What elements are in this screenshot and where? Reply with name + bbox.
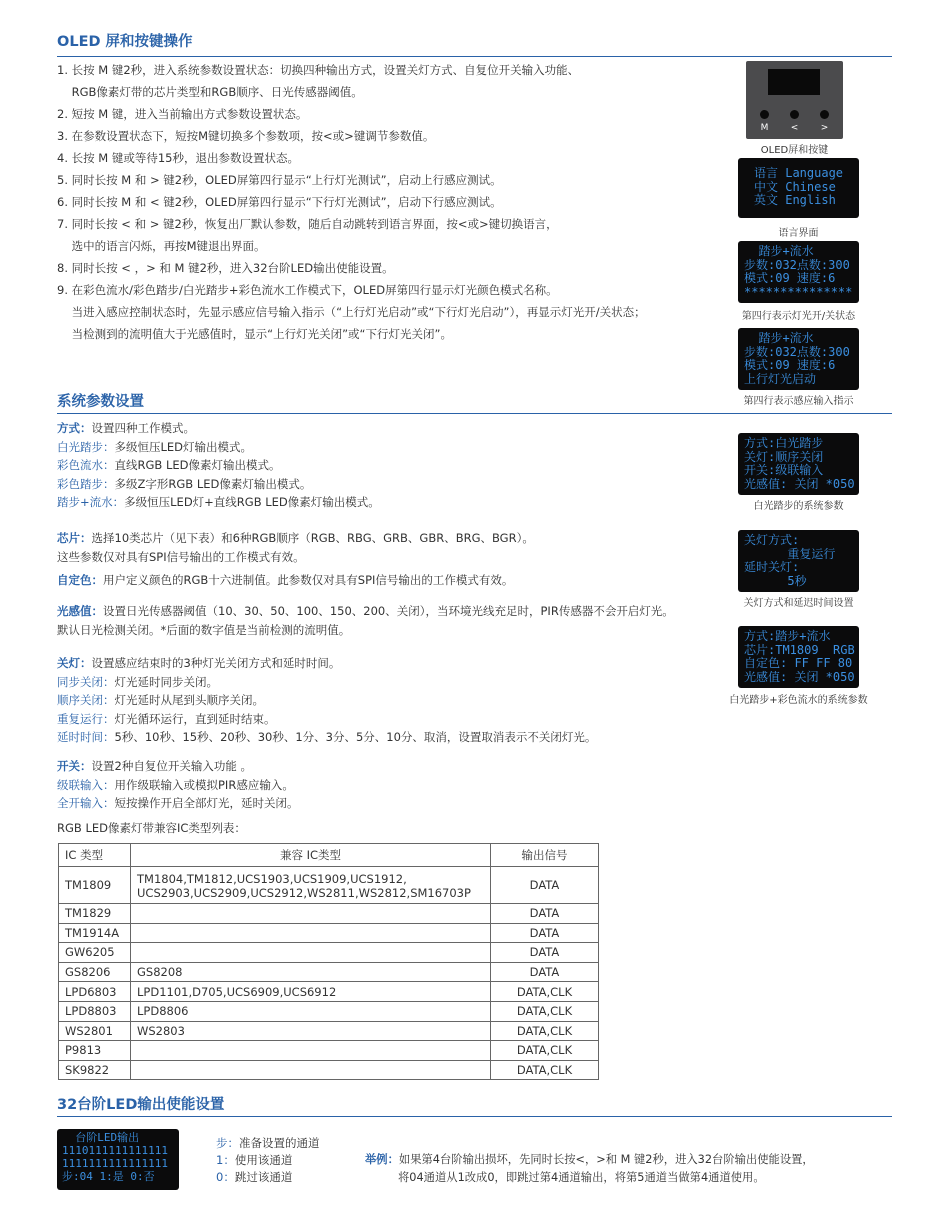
oled-device-image bbox=[746, 61, 843, 139]
mode-item-value: 多级恒压LED灯+直线RGB LED像素灯输出模式。 bbox=[124, 495, 380, 509]
legend-value: 跳过该通道 bbox=[234, 1170, 293, 1184]
switch-key: 开关： bbox=[57, 759, 92, 773]
panel-line: 光感值: 关闭 *050 bbox=[744, 669, 855, 684]
panel-line: 踏步+流水 bbox=[744, 244, 814, 258]
table-cell: DATA,CLK bbox=[491, 1060, 599, 1080]
list-item: RGB像素灯带的芯片类型和RGB顺序、日光传感器阈值。 bbox=[57, 85, 363, 99]
table-cell: LPD8806 bbox=[131, 1001, 491, 1021]
panel-line: 台阶LED输出 bbox=[62, 1131, 140, 1144]
mode-item-key: 彩色流水： bbox=[57, 458, 115, 472]
legend-key: 步： bbox=[216, 1136, 239, 1150]
key-label-right: > bbox=[820, 123, 829, 133]
mode-item-value: 直线RGB LED像素灯输出模式。 bbox=[114, 458, 281, 472]
panel-line: 模式:09 速度:6 bbox=[744, 358, 836, 372]
ic-compat-table bbox=[58, 843, 599, 1080]
panel-line: 方式:踏步+流水 bbox=[744, 629, 831, 643]
mode-item-value: 多级Z字形RGB LED像素灯输出模式。 bbox=[114, 476, 312, 491]
light-note: 默认日光检测关闭。*后面的数字值是当前检测的流明值。 bbox=[57, 622, 351, 637]
panel-caption: 第四行表示灯光开/关状态 bbox=[741, 311, 856, 322]
off-item-key: 顺序关闭： bbox=[57, 693, 115, 707]
switch-item-key: 级联输入： bbox=[57, 777, 115, 792]
off-item-key: 延时时间： bbox=[57, 730, 115, 744]
example-key: 举例： bbox=[365, 1153, 399, 1166]
off-mode-block bbox=[57, 654, 596, 747]
table-cell: GW6205 bbox=[59, 943, 131, 963]
table-cell bbox=[131, 923, 491, 943]
cell-line: TM1804,TM1812,UCS1903,UCS1909,UCS1912, bbox=[137, 871, 407, 886]
panel-line: 上行灯光启动 bbox=[744, 371, 817, 386]
example-line: 将04通道从1改成0，即跳过第4通道输出，将第5通道当做第4通道使用。 bbox=[398, 1171, 765, 1184]
switch-value: 设置2种自复位开关输入功能 。 bbox=[91, 759, 252, 773]
panel-caption: 语言界面 bbox=[778, 228, 819, 239]
list-item: 4. 长按 M 键或等待15秒，退出参数设置状态。 bbox=[57, 151, 299, 165]
table-cell: DATA bbox=[491, 943, 599, 963]
switch-item-value: 短按操作开启全部灯光，延时关闭。 bbox=[114, 796, 299, 810]
oled-white-step-params-screen bbox=[738, 433, 859, 495]
section-divider bbox=[57, 1116, 892, 1117]
table-cell bbox=[131, 943, 491, 963]
custom-value: 用户定义颜色的RGB十六进制值。此参数仅对具有SPI信号输出的工作模式有效。 bbox=[103, 573, 514, 587]
oled-device-caption: OLED屏和按键 bbox=[760, 145, 829, 156]
chip-note: 这些参数仅对具有SPI信号输出的工作模式有效。 bbox=[57, 549, 305, 564]
oled-screen bbox=[768, 69, 820, 95]
panel-line: 英文 English bbox=[754, 193, 836, 207]
table-row bbox=[59, 1041, 599, 1061]
panel-line: 方式:白光踏步 bbox=[744, 436, 824, 450]
switch-item-value: 用作级联输入或模拟PIR感应输入。 bbox=[114, 777, 294, 792]
mode-item-key: 彩色踏步： bbox=[57, 476, 115, 491]
table-cell: DATA,CLK bbox=[491, 1041, 599, 1061]
key-label-m: M bbox=[760, 123, 769, 133]
custom-key: 自定色： bbox=[57, 573, 103, 587]
panel-line: 关灯方式: bbox=[744, 533, 800, 547]
list-item: 3. 在参数设置状态下，短按M键切换多个参数项，按<或>键调节参数值。 bbox=[57, 129, 435, 143]
table-row bbox=[59, 904, 599, 924]
off-item-key: 重复运行： bbox=[57, 711, 115, 726]
table-title: RGB LED像素灯带兼容IC类型列表： bbox=[57, 821, 246, 835]
chip-block bbox=[57, 529, 534, 566]
table-cell: WS2801 bbox=[59, 1021, 131, 1041]
switch-block bbox=[57, 757, 299, 813]
example-line: 如果第4台阶输出损坏，先同时长按<，>和 M 键2秒，进入32台阶输出使能设置， bbox=[398, 1153, 814, 1166]
table-cell: DATA bbox=[491, 923, 599, 943]
mode-value: 设置四种工作模式。 bbox=[91, 421, 195, 435]
mode-item-key: 白光踏步： bbox=[57, 439, 115, 454]
table-cell: LPD6803 bbox=[59, 982, 131, 1002]
list-item: 选中的语言闪烁，再按M键退出界面。 bbox=[57, 239, 266, 253]
panel-caption: 第四行表示感应输入指示 bbox=[743, 396, 854, 407]
table-cell: TM1829 bbox=[59, 904, 131, 924]
legend-key: 0： bbox=[216, 1170, 235, 1184]
panel-line: 踏步+流水 bbox=[744, 331, 814, 345]
table-cell: DATA,CLK bbox=[491, 1001, 599, 1021]
section-title-oled: OLED 屏和按键操作 bbox=[57, 34, 193, 50]
oled-step-enable-screen bbox=[57, 1129, 179, 1190]
panel-line: 1110111111111111 bbox=[62, 1144, 168, 1157]
table-cell: TM1809 bbox=[59, 867, 131, 904]
panel-line: 5秒 bbox=[744, 573, 807, 588]
table-cell: P9813 bbox=[59, 1041, 131, 1061]
table-cell: TM1914A bbox=[59, 923, 131, 943]
m-key-icon bbox=[760, 110, 769, 119]
panel-line: 步:04 1:是 0:否 bbox=[62, 1170, 155, 1183]
off-item-value: 灯光循环运行，直到延时结束。 bbox=[114, 711, 276, 726]
mode-item-value: 多级恒压LED灯输出模式。 bbox=[114, 439, 253, 454]
legend-value: 准备设置的通道 bbox=[239, 1136, 320, 1150]
section-title-system-params: 系统参数设置 bbox=[57, 394, 144, 410]
section-title-32-step: 32台阶LED输出使能设置 bbox=[57, 1097, 225, 1113]
panel-caption: 白光踏步+彩色流水的系统参数 bbox=[729, 695, 868, 706]
list-item: 9. 在彩色流水/彩色踏步/白光踏步+彩色流水工作模式下，OLED屏第四行显示灯光颜色模式名称。 bbox=[57, 283, 558, 297]
light-key: 光感值： bbox=[57, 604, 103, 618]
table-cell: WS2803 bbox=[131, 1021, 491, 1041]
table-cell: GS8206 bbox=[59, 962, 131, 982]
panel-line: 模式:09 速度:6 bbox=[744, 271, 836, 285]
table-cell bbox=[131, 1060, 491, 1080]
chip-key: 芯片： bbox=[57, 531, 92, 545]
light-value: 设置日光传感器阈值（10、30、50、100、150、200、关闭），当环境光线充足时，PIR传感器不会开启灯光。 bbox=[103, 604, 674, 618]
off-item-value: 灯光延时从尾到头顺序关闭。 bbox=[114, 693, 264, 707]
table-row bbox=[59, 962, 599, 982]
table-row bbox=[59, 923, 599, 943]
right-key-icon bbox=[820, 110, 829, 119]
oled-instructions-list bbox=[57, 59, 646, 345]
table-cell: SK9822 bbox=[59, 1060, 131, 1080]
legend-key: 1： bbox=[216, 1153, 235, 1167]
step-legend bbox=[216, 1135, 320, 1186]
list-item: 6. 同时长按 M 和 < 键2秒，OLED屏第四行显示“下行灯光测试”，启动下行感应测试。 bbox=[57, 195, 502, 209]
section-divider bbox=[57, 56, 892, 57]
list-item: 5. 同时长按 M 和 > 键2秒，OLED屏第四行显示“上行灯光测试”，启动上行感应测试。 bbox=[57, 173, 502, 187]
panel-line: 1111111111111111 bbox=[62, 1157, 168, 1170]
panel-line: 中文 Chinese bbox=[754, 179, 836, 194]
oled-step-flow-params-screen bbox=[738, 626, 859, 688]
mode-item-key: 踏步+流水： bbox=[57, 495, 125, 509]
off-value: 设置感应结束时的3种灯光关闭方式和延时时间。 bbox=[91, 656, 341, 670]
panel-line: 芯片:TM1809 RGB bbox=[744, 642, 855, 657]
panel-line: 关灯:顺序关闭 bbox=[744, 449, 824, 464]
off-item-key: 同步关闭： bbox=[57, 674, 115, 689]
off-item-value: 5秒、10秒、15秒、20秒、30秒、1分、3分、5分、10分、取消，设置取消表示不关闭灯光。 bbox=[114, 730, 597, 744]
table-row bbox=[59, 867, 599, 904]
table-cell: DATA bbox=[491, 867, 599, 904]
off-key: 关灯： bbox=[57, 656, 92, 670]
table-cell: DATA bbox=[491, 962, 599, 982]
table-cell bbox=[131, 1041, 491, 1061]
table-row bbox=[59, 1001, 599, 1021]
list-item: 8. 同时长按 < ，> 和 M 键2秒，进入32台阶LED输出使能设置。 bbox=[57, 261, 394, 275]
panel-line: *************** bbox=[744, 284, 853, 299]
list-item: 7. 同时长按 < 和 > 键2秒，恢复出厂默认参数，随后自动跳转到语言界面，按<或>键切换语言， bbox=[57, 217, 558, 231]
cell-line: UCS2903,UCS2909,UCS2912,WS2811,WS2812,SM16703P bbox=[137, 885, 471, 900]
list-item: 1. 长按 M 键2秒，进入系统参数设置状态：切换四种输出方式，设置关灯方式、自复位开关输入功能、 bbox=[57, 63, 580, 77]
table-cell: LPD8803 bbox=[59, 1001, 131, 1021]
panel-line: 重复运行 bbox=[744, 546, 836, 561]
table-row bbox=[59, 943, 599, 963]
off-item-value: 灯光延时同步关闭。 bbox=[114, 674, 218, 689]
table-cell bbox=[131, 904, 491, 924]
table-header: IC 类型 bbox=[59, 844, 131, 867]
table-header: 输出信号 bbox=[491, 844, 599, 867]
table-row bbox=[59, 982, 599, 1002]
panel-caption: 白光踏步的系统参数 bbox=[753, 501, 844, 512]
panel-caption: 关灯方式和延迟时间设置 bbox=[743, 598, 854, 609]
list-item: 2. 短按 M 键，进入当前输出方式参数设置状态。 bbox=[57, 107, 308, 121]
example-block bbox=[365, 1151, 814, 1187]
table-cell bbox=[131, 867, 491, 904]
switch-item-key: 全开输入： bbox=[57, 796, 115, 810]
panel-line: 光感值: 关闭 *050 bbox=[744, 476, 855, 491]
table-header-row bbox=[59, 844, 599, 867]
panel-line: 步数:032点数:300 bbox=[744, 257, 850, 272]
oled-light-status-screen bbox=[738, 241, 859, 303]
panel-line: 延时关灯: bbox=[744, 560, 800, 574]
table-cell: GS8208 bbox=[131, 962, 491, 982]
custom-color-block bbox=[57, 571, 513, 590]
legend-value: 使用该通道 bbox=[234, 1153, 293, 1167]
mode-key: 方式： bbox=[57, 421, 92, 435]
list-item: 当检测到的流明值大于光感值时，显示“上行灯光关闭”或“下行灯光关闭”。 bbox=[57, 327, 452, 341]
table-row bbox=[59, 1060, 599, 1080]
oled-language-screen bbox=[738, 158, 859, 218]
table-row bbox=[59, 1021, 599, 1041]
chip-value: 选择10类芯片（见下表）和6种RGB顺序（RGB、RBG、GRB、GBR、BRG、BGR）。 bbox=[91, 531, 534, 545]
table-cell: DATA,CLK bbox=[491, 982, 599, 1002]
left-key-icon bbox=[790, 110, 799, 119]
panel-line: 语言 Language bbox=[754, 166, 844, 180]
panel-line: 步数:032点数:300 bbox=[744, 344, 850, 359]
panel-line: 开关:级联输入 bbox=[744, 463, 824, 477]
oled-sensor-indicator-screen bbox=[738, 328, 859, 390]
oled-off-delay-screen bbox=[738, 530, 859, 592]
light-sensor-block bbox=[57, 602, 674, 639]
table-header: 兼容 IC类型 bbox=[131, 844, 491, 867]
list-item: 当进入感应控制状态时，先显示感应信号输入指示（“上行灯光启动”或“下行灯光启动”），再显示灯光开/关状态； bbox=[57, 305, 646, 319]
section-divider bbox=[57, 413, 892, 414]
mode-block bbox=[57, 419, 380, 512]
key-label-left: < bbox=[790, 123, 799, 133]
table-cell: DATA bbox=[491, 904, 599, 924]
table-cell: LPD1101,D705,UCS6909,UCS6912 bbox=[131, 982, 491, 1002]
panel-line: 自定色: FF FF 80 bbox=[744, 656, 853, 670]
table-cell: DATA,CLK bbox=[491, 1021, 599, 1041]
